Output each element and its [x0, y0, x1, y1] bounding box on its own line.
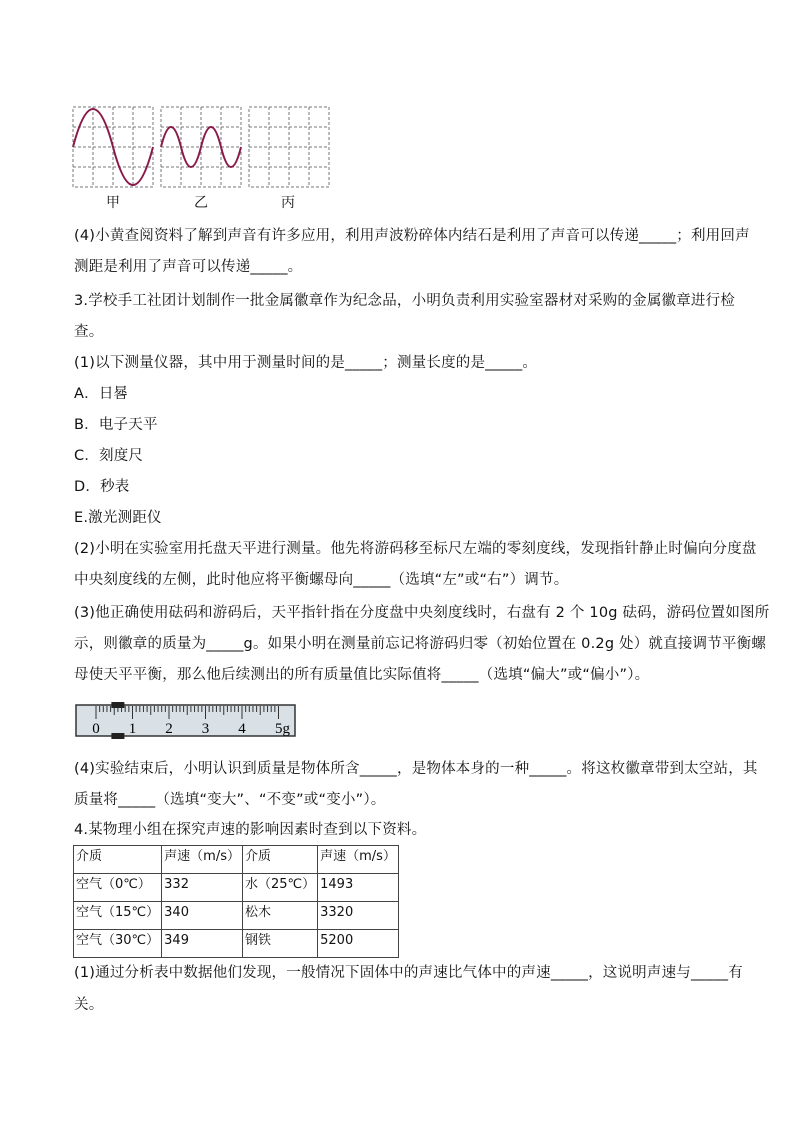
label-bing: 丙: [281, 195, 295, 211]
rider-top: [111, 702, 124, 708]
q2-part4-line2: 测距是利用了声音可以传递_____。: [74, 259, 303, 275]
option-e: E.激光测距仪: [74, 510, 162, 526]
q2-part4-line1: (4)小黄查阅资料了解到声音有许多应用，利用声波粉碎体内结石是利用了声音可以传递_____；利用回声: [74, 228, 750, 244]
scale-graphic: [75, 702, 297, 742]
table-cell: 3320: [318, 902, 399, 930]
waveform-panels: [72, 106, 332, 190]
label-jia: 甲: [106, 195, 120, 211]
table-cell: 5200: [318, 930, 399, 958]
table-cell: 空气（15℃）: [74, 902, 162, 930]
table-cell: 水（25℃）: [242, 874, 317, 902]
q3-intro-line1: 3.学校手工社团计划制作一批金属徽章作为纪念品，小明负责利用实验室器材对采购的金属徽章进行检: [74, 293, 736, 309]
panel-jia: [73, 107, 153, 187]
scale-label: 1: [128, 721, 137, 737]
table-cell: 340: [162, 902, 243, 930]
q3-intro-line2: 查。: [74, 324, 104, 340]
q4-part1-line2: 关。: [74, 997, 104, 1013]
table-row: [74, 902, 399, 930]
scale-label: 0: [92, 721, 100, 737]
scale-label: 4: [238, 721, 246, 737]
header-speed-2: 声速（m/s）: [318, 846, 399, 874]
header-medium-1: 介质: [74, 846, 162, 874]
table-row: [74, 930, 399, 958]
label-yi: 乙: [194, 195, 208, 211]
table-cell: 空气（0℃）: [74, 874, 162, 902]
scale-label: 5g: [275, 721, 290, 737]
table-cell: 松木: [242, 902, 317, 930]
header-medium-2: 介质: [242, 846, 317, 874]
table-cell: 1493: [318, 874, 399, 902]
q3-part2-line2: 中央刻度线的左侧，此时他应将平衡螺母向_____（选填“左”或“右”）调节。: [74, 572, 569, 588]
table-cell: 332: [162, 874, 243, 902]
table-cell: 钢铁: [242, 930, 317, 958]
table-cell: 空气（30℃）: [74, 930, 162, 958]
q3-part4-line2: 质量将_____（选填“变大”、“不变”或“变小”）。: [74, 792, 386, 808]
option-b: B．电子天平: [74, 417, 158, 433]
sound-speed-table: [73, 845, 399, 958]
q3-part1: (1)以下测量仪器，其中用于测量时间的是_____；测量长度的是_____。: [74, 355, 538, 371]
waveform-figure: [72, 106, 332, 194]
q3-part3-line1: (3)他正确使用砝码和游码后，天平指针指在分度盘中央刻度线时，右盘有 2 个 10g 砝码，游码位置如图所: [74, 605, 770, 621]
panel-yi: [161, 107, 241, 187]
option-c: C．刻度尺: [74, 448, 144, 464]
panel-bing: [249, 107, 329, 187]
q4-intro: 4.某物理小组在探究声速的影响因素时查到以下资料。: [74, 822, 427, 838]
scale-label: 2: [165, 721, 173, 737]
option-a: A．日晷: [74, 386, 129, 402]
q3-part3-line3: 母使天平平衡，那么他后续测出的所有质量值比实际值将_____（选填“偏大”或“偏小”）。: [74, 667, 650, 683]
option-d: D．秒表: [74, 479, 130, 495]
q3-part3-line2: 示，则徽章的质量为_____g。如果小明在测量前忘记将游码归零（初始位置在 0.2g 处）就直接调节平衡螺: [74, 636, 767, 652]
q3-part4-line1: (4)实验结束后，小明认识到质量是物体所含_____，是物体本身的一种_____。将这枚徽章带到太空站，其: [74, 761, 758, 777]
q3-part2-line1: (2)小明在实验室用托盘天平进行测量。他先将游码移至标尺左端的零刻度线，发现指针静止时偏向分度盘: [74, 541, 757, 557]
q4-part1-line1: (1)通过分析表中数据他们发现，一般情况下固体中的声速比气体中的声速_____，这说明声速与_____有: [74, 965, 743, 981]
scale-label: 3: [201, 721, 210, 737]
rider-bottom: [111, 733, 124, 739]
table-row: [74, 874, 399, 902]
table-header-row: [74, 846, 399, 874]
balance-beam-scale: [75, 702, 297, 746]
table-cell: 349: [162, 930, 243, 958]
header-speed-1: 声速（m/s）: [162, 846, 243, 874]
